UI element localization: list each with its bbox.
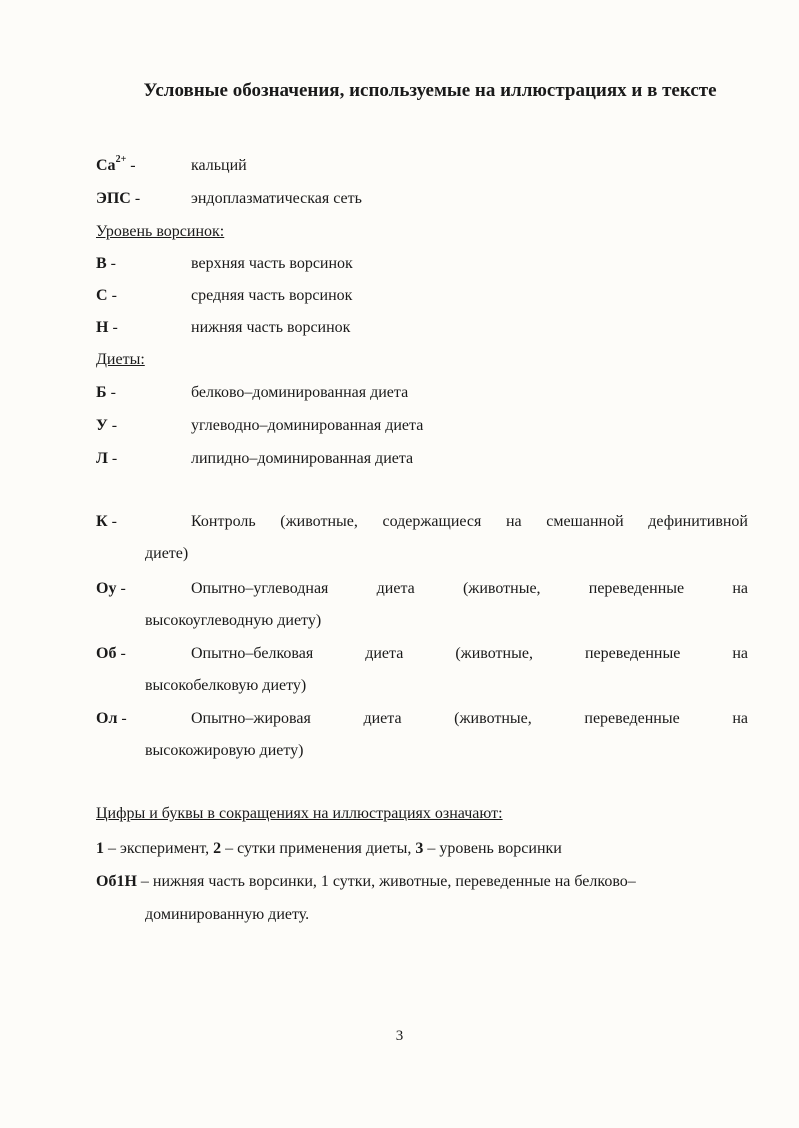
def-diet-lipid: липидно–доминированная диета — [191, 450, 414, 467]
group-carb-line1: Опытно–углеводная диета (животные, переведенные на — [191, 580, 748, 597]
group-fat-line1: Опытно–жировая диета (животные, переведенные на — [191, 710, 748, 727]
abbr-calcium: $Ca^{2+}$ - — [96, 153, 136, 174]
def-diet-protein: белково–доминированная диета — [191, 384, 409, 401]
codes-heading: Цифры и буквы в сокращениях на иллюстрациях означают: — [96, 805, 503, 822]
def-villi-lower: нижняя часть ворсинок — [191, 319, 351, 336]
def-diet-carb: углеводно–доминированная диета — [191, 417, 424, 434]
code-example-text: – нижняя часть ворсинки, 1 сутки, животные, переведенные на белково– — [136, 873, 636, 890]
abbr-eps: ЭПС - — [96, 190, 141, 207]
abbr-group-control: К - — [96, 513, 117, 530]
code-example-line2: доминированную диету. — [145, 906, 310, 923]
villi-heading: Уровень ворсинок: — [96, 223, 225, 240]
def-calcium: кальций — [191, 157, 247, 174]
group-protein-line1: Опытно–белковая диета (животные, переведенные на — [191, 645, 748, 662]
def-eps: эндоплазматическая сеть — [191, 190, 362, 207]
abbr-group-protein: Об - — [96, 645, 126, 662]
codes-explanation: 1 – эксперимент, 2 – сутки применения диеты, 3 – уровень ворсинки — [96, 840, 562, 857]
def-villi-middle: средняя часть ворсинок — [191, 287, 353, 304]
code-example — [96, 872, 636, 892]
group-control-line1: Контроль (животные, содержащиеся на смешанной дефинитивной — [191, 513, 748, 530]
abbr-group-fat: Ол - — [96, 710, 127, 727]
code-example-abbr: Об1Н — [96, 873, 137, 890]
group-fat-line2: высокожировую диету) — [145, 742, 304, 759]
page-title: Условные обозначения, используемые на иллюстрациях и в тексте — [143, 80, 717, 101]
abbr-diet-protein: Б - — [96, 384, 116, 401]
abbr-villi-lower: Н - — [96, 319, 118, 336]
diets-heading: Диеты: — [96, 351, 145, 368]
group-control — [96, 512, 748, 532]
abbr-group-carb: Оу - — [96, 580, 126, 597]
group-protein — [96, 644, 748, 664]
group-control-line2: диете) — [145, 545, 189, 562]
group-carb-line2: высокоуглеводную диету) — [145, 612, 322, 629]
def-villi-upper: верхняя часть ворсинок — [191, 255, 353, 272]
page-number: 3 — [395, 1028, 404, 1044]
abbr-diet-lipid: Л - — [96, 450, 118, 467]
group-carb — [96, 579, 748, 599]
abbr-villi-middle: С - — [96, 287, 117, 304]
group-protein-line2: высокобелковую диету) — [145, 677, 307, 694]
abbr-villi-upper: В - — [96, 255, 116, 272]
group-fat — [96, 709, 748, 729]
abbr-diet-carb: У - — [96, 417, 118, 434]
